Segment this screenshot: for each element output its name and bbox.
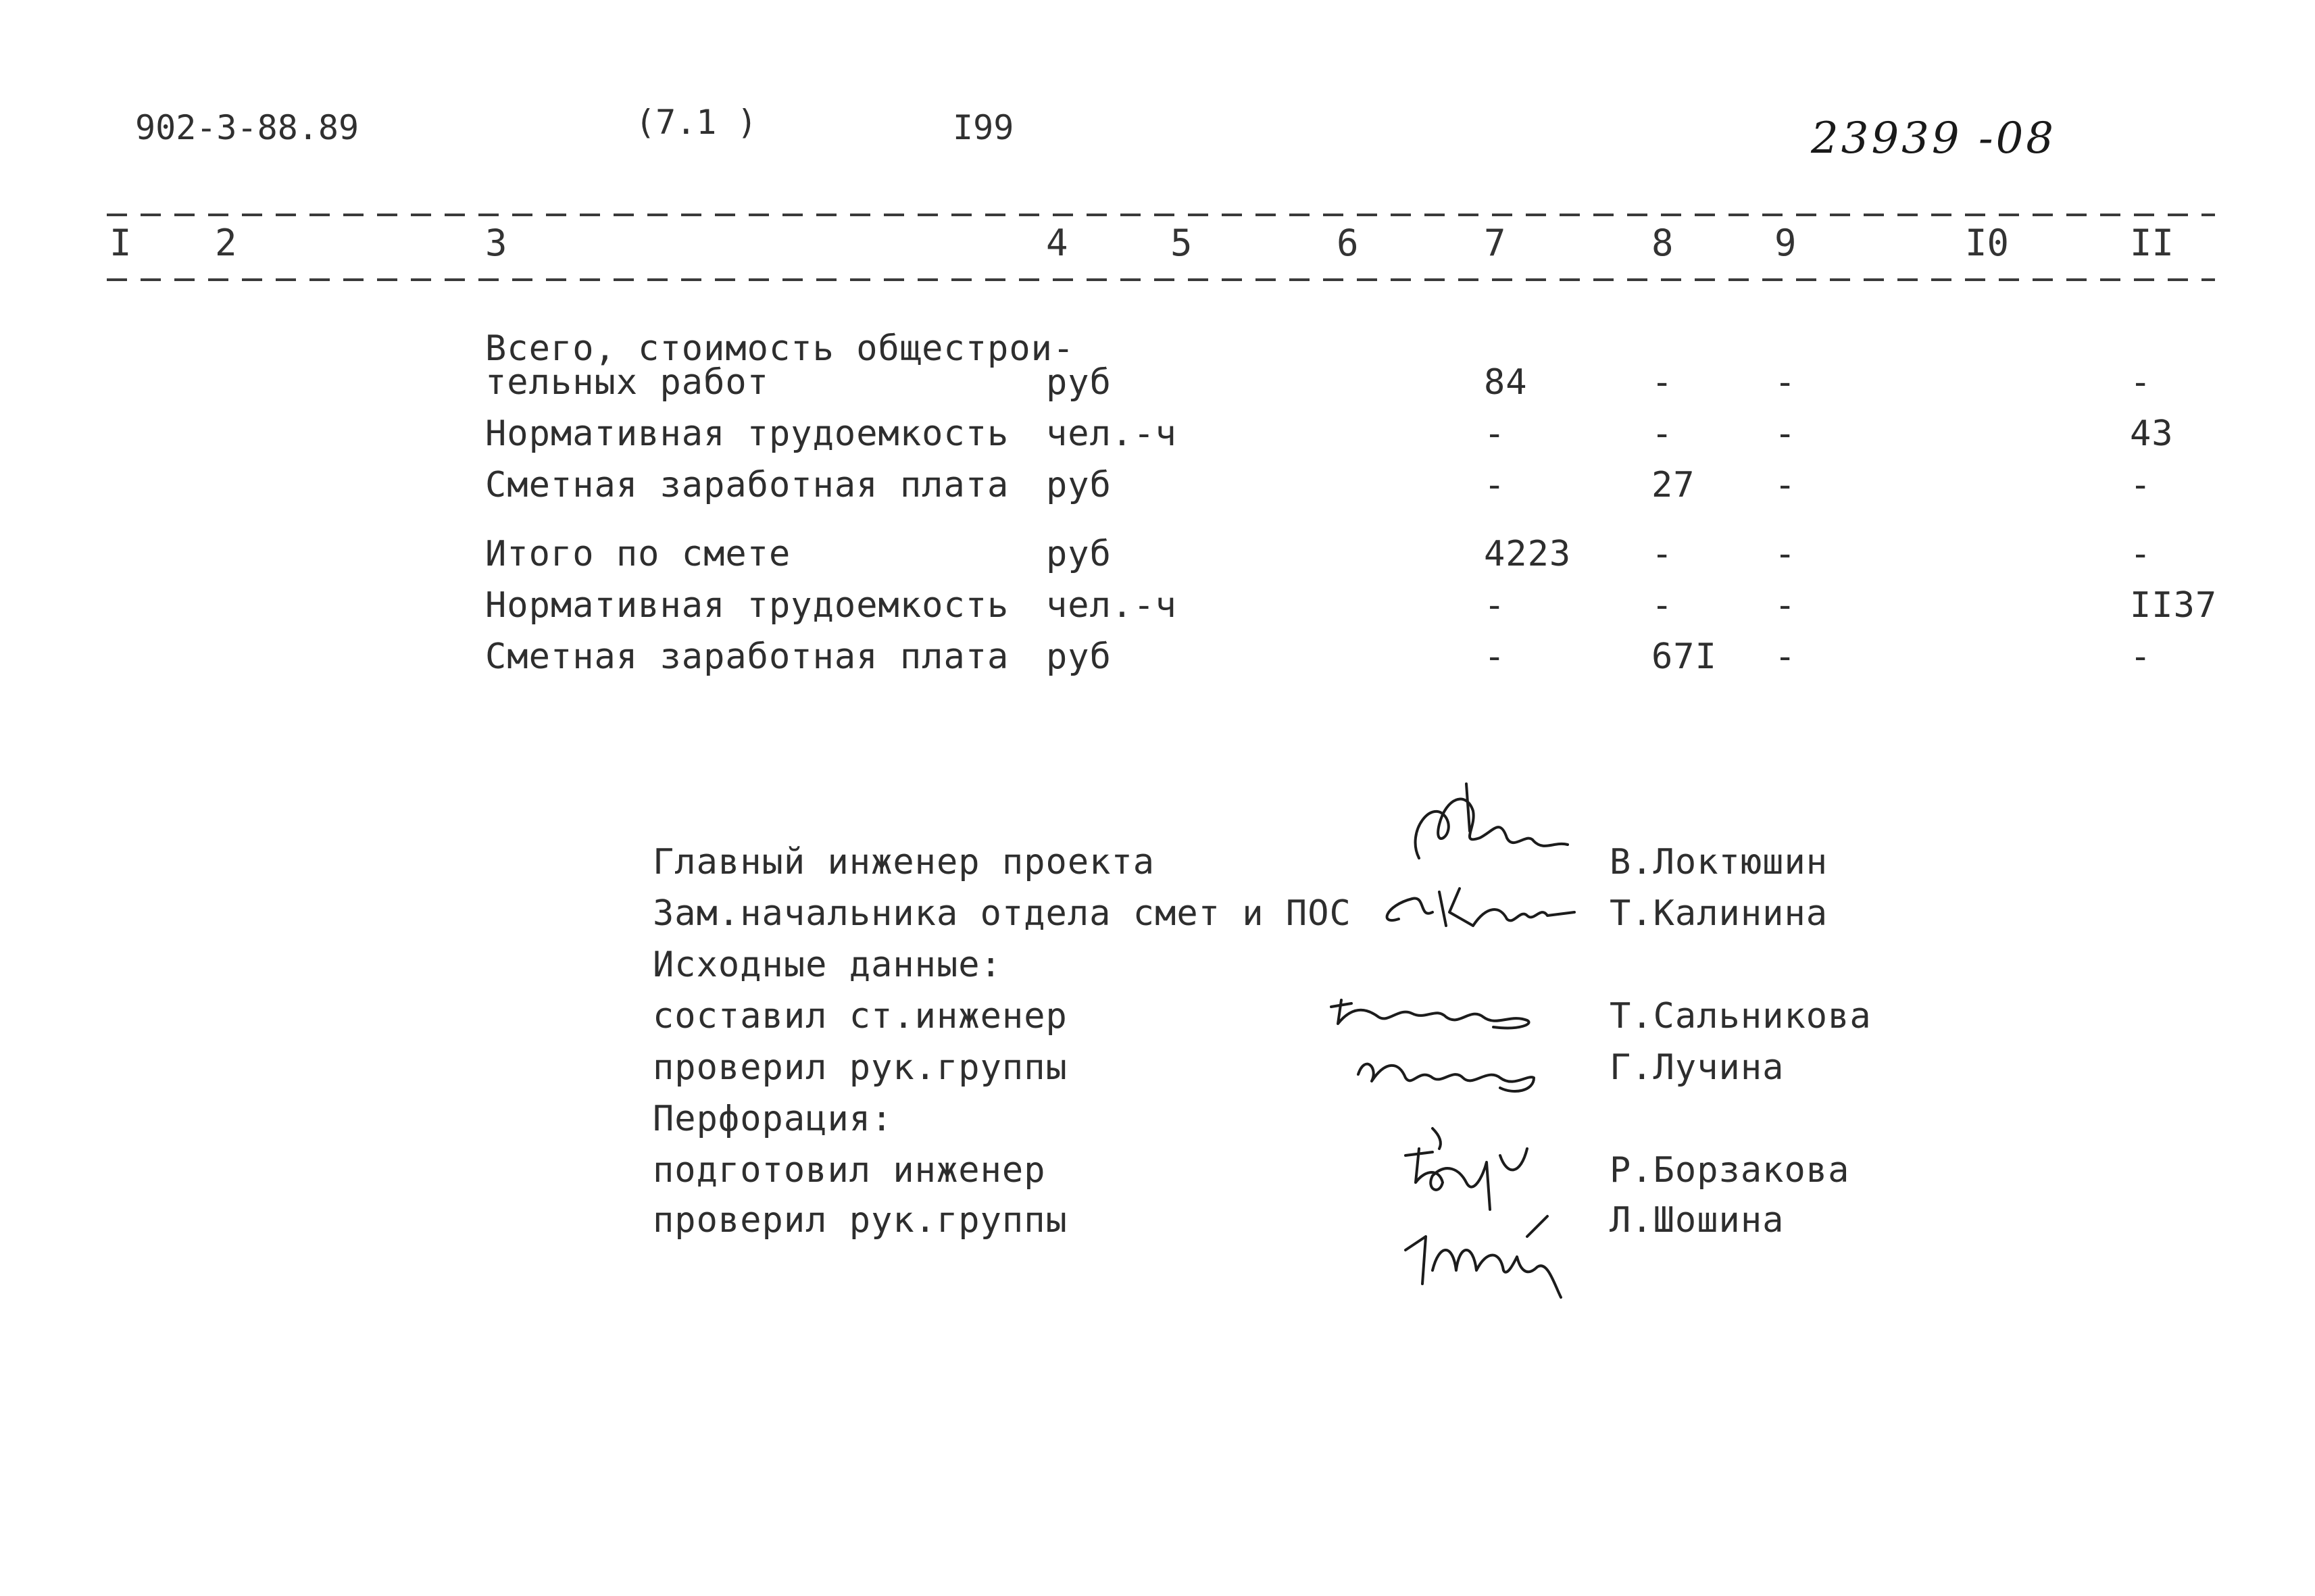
row-col9: - — [1774, 465, 1797, 505]
row-name: Сметная заработная плата — [485, 637, 1010, 677]
section-number: (7.1 ) — [635, 103, 757, 142]
row-col9: - — [1774, 534, 1797, 574]
signature-role: составил ст.инженер — [653, 996, 1068, 1037]
row-unit: руб — [1046, 362, 1112, 403]
signature-person: Т.Калинина — [1610, 893, 1828, 934]
column-number-9: 9 — [1774, 222, 1797, 264]
signature-section-heading: Исходные данные: — [653, 945, 1002, 985]
row-col11: - — [2130, 637, 2152, 677]
column-header-top-rule — [107, 214, 2215, 216]
row-col8: 27 — [1651, 465, 1695, 505]
handwritten-registration-number: 23939 -08 — [1811, 114, 2056, 164]
column-number-2: 2 — [215, 222, 237, 264]
signature-person: Р.Борзакова — [1610, 1150, 1850, 1191]
row-unit: руб — [1046, 534, 1112, 574]
handwritten-signature-6 — [1392, 1196, 1581, 1311]
row-unit: руб — [1046, 465, 1112, 505]
row-name: Сметная заработная плата — [485, 465, 1010, 505]
signature-role: Главный инженер проекта — [653, 842, 1155, 882]
column-number-8: 8 — [1651, 222, 1674, 264]
signature-role: подготовил инженер — [653, 1150, 1046, 1191]
handwritten-signature-4 — [1345, 1041, 1547, 1101]
column-number-11: II — [2130, 222, 2174, 264]
handwritten-signature-1 — [1392, 777, 1581, 878]
column-number-1: I — [109, 222, 132, 264]
row-col11: - — [2130, 362, 2152, 403]
signature-role: проверил рук.группы — [653, 1047, 1068, 1088]
column-number-3: 3 — [485, 222, 507, 264]
signature-person: В.Локтюшин — [1610, 842, 1828, 882]
row-col9: - — [1774, 414, 1797, 454]
row-col8: - — [1651, 585, 1674, 626]
signature-person: Т.Сальникова — [1610, 996, 1872, 1037]
column-number-4: 4 — [1046, 222, 1068, 264]
row-col8: - — [1651, 534, 1674, 574]
handwritten-signature-2 — [1372, 878, 1595, 939]
page-number: I99 — [953, 108, 1014, 147]
row-col9: - — [1774, 585, 1797, 626]
column-number-10: I0 — [1965, 222, 2010, 264]
row-col7: - — [1484, 465, 1506, 505]
column-number-6: 6 — [1337, 222, 1359, 264]
row-col7: - — [1484, 585, 1506, 626]
column-header-bottom-rule — [107, 278, 2215, 281]
row-unit: чел.-ч — [1046, 585, 1177, 626]
signature-role: проверил рук.группы — [653, 1200, 1068, 1241]
row-col7: - — [1484, 637, 1506, 677]
signature-person: Г.Лучина — [1610, 1047, 1785, 1088]
row-col11: - — [2130, 534, 2152, 574]
row-col11: - — [2130, 465, 2152, 505]
row-col7: - — [1484, 414, 1506, 454]
signature-section-heading: Перфорация: — [653, 1099, 893, 1139]
row-col8: 67I — [1651, 637, 1717, 677]
column-number-7: 7 — [1484, 222, 1506, 264]
row-col9: - — [1774, 362, 1797, 403]
row-name: Нормативная трудоемкость — [485, 414, 1010, 454]
signature-person: Л.Шошина — [1610, 1200, 1785, 1241]
row-col8: - — [1651, 414, 1674, 454]
row-col11: II37 — [2130, 585, 2218, 626]
signature-role: Зам.начальника отдела смет и ПОС — [653, 893, 1351, 934]
row-name-line1: Всего, стоимость общестрои- — [485, 328, 1075, 369]
handwritten-signature-3 — [1324, 987, 1541, 1041]
column-number-5: 5 — [1170, 222, 1193, 264]
document-code: 902-3-88.89 — [135, 108, 359, 147]
row-unit: чел.-ч — [1046, 414, 1177, 454]
row-col7: 4223 — [1484, 534, 1572, 574]
row-col8: - — [1651, 362, 1674, 403]
row-unit: руб — [1046, 637, 1112, 677]
row-name-line2: тельных работ — [485, 362, 769, 403]
row-col11: 43 — [2130, 414, 2174, 454]
row-name: Итого по смете — [485, 534, 791, 574]
row-name: Нормативная трудоемкость — [485, 585, 1010, 626]
row-col9: - — [1774, 637, 1797, 677]
row-col7: 84 — [1484, 362, 1528, 403]
